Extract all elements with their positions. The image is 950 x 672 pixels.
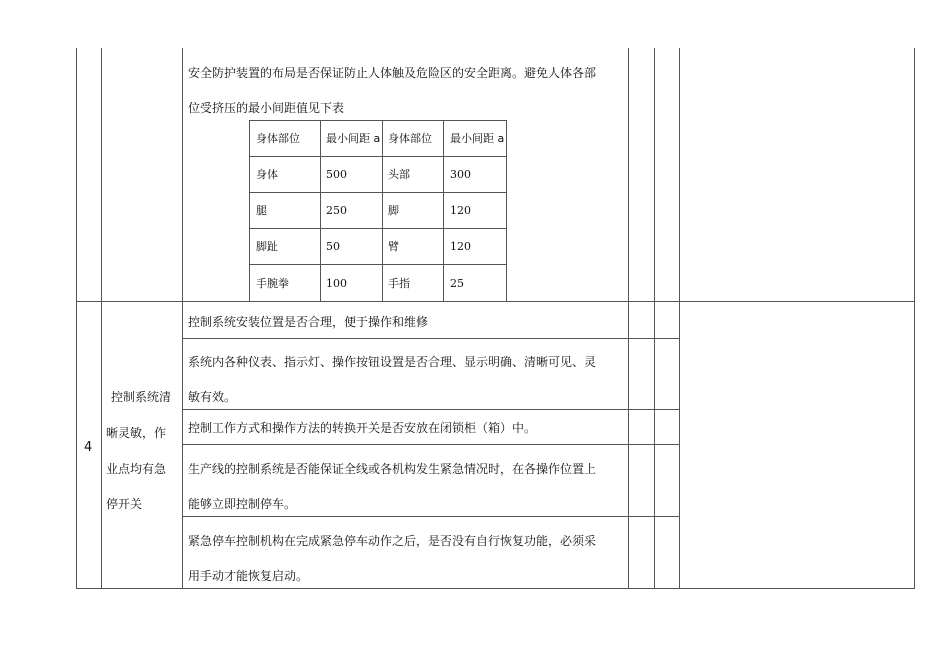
inner-col-line bbox=[382, 120, 383, 302]
inner-header: 身体部位 bbox=[256, 132, 300, 145]
subrow-divider bbox=[182, 516, 680, 517]
inner-cell: 100 bbox=[326, 277, 347, 290]
item-number: 4 bbox=[84, 440, 93, 455]
inner-cell: 脚 bbox=[388, 204, 399, 217]
inner-col-line bbox=[320, 120, 321, 302]
inner-row-line bbox=[249, 156, 507, 157]
inner-cell: 头部 bbox=[388, 168, 410, 181]
check-item: 紧急停车控制机构在完成紧急停车动作之后，是否没有自行恢复功能，必须采 bbox=[188, 534, 597, 548]
table-border-bottom bbox=[76, 588, 915, 589]
inner-cell: 臂 bbox=[388, 240, 399, 253]
item-title-line: 晰灵敏，作 bbox=[106, 426, 167, 440]
inner-row-line bbox=[249, 264, 507, 265]
check-item: 能够立即控制停车。 bbox=[188, 497, 297, 511]
inner-row-line bbox=[249, 120, 507, 121]
inner-cell: 手指 bbox=[388, 277, 410, 290]
subrow-divider bbox=[182, 444, 680, 445]
inner-header: 最小间距 a bbox=[450, 132, 505, 145]
inner-cell: 500 bbox=[326, 168, 347, 181]
item-title-line: 业点均有急 bbox=[106, 462, 167, 476]
col-divider-1 bbox=[101, 48, 102, 588]
check-item: 生产线的控制系统是否能保证全线或各机构发生紧急情况时，在各操作位置上 bbox=[188, 462, 597, 476]
item-title-line: 控制系统清 bbox=[111, 390, 172, 404]
col-divider-3 bbox=[628, 48, 629, 588]
inner-cell: 50 bbox=[326, 240, 340, 253]
subrow-divider bbox=[182, 338, 680, 339]
inner-cell: 脚趾 bbox=[256, 240, 278, 253]
table-border-right bbox=[914, 48, 915, 588]
clause-text: 位受挤压的最小间距值见下表 bbox=[188, 101, 345, 115]
inner-cell: 120 bbox=[450, 204, 471, 217]
inner-col-line bbox=[249, 120, 250, 302]
col-divider-2 bbox=[182, 48, 183, 588]
inner-cell: 300 bbox=[450, 168, 471, 181]
row-divider-section4 bbox=[76, 301, 915, 302]
inner-cell: 腿 bbox=[256, 204, 267, 217]
col-divider-5 bbox=[679, 48, 680, 588]
clause-text: 安全防护装置的布局是否保证防止人体触及危险区的安全距离。避免人体各部 bbox=[188, 66, 597, 80]
inner-row-line bbox=[249, 192, 507, 193]
inner-cell: 25 bbox=[450, 277, 464, 290]
inner-row-line bbox=[249, 228, 507, 229]
table-border-left bbox=[76, 48, 77, 588]
check-item: 用手动才能恢复启动。 bbox=[188, 569, 309, 583]
inner-cell: 手腕拳 bbox=[256, 277, 289, 290]
check-item: 控制系统安装位置是否合理，便于操作和维修 bbox=[188, 315, 429, 329]
subrow-divider bbox=[182, 409, 680, 410]
item-title-line: 停开关 bbox=[106, 497, 143, 511]
check-item: 敏有效。 bbox=[188, 390, 237, 404]
inner-col-line bbox=[443, 120, 444, 302]
inner-cell: 250 bbox=[326, 204, 347, 217]
inner-cell: 120 bbox=[450, 240, 471, 253]
check-item: 系统内各种仪表、指示灯、操作按钮设置是否合理、显示明确、清晰可见、灵 bbox=[188, 355, 597, 369]
inner-header: 身体部位 bbox=[388, 132, 432, 145]
col-divider-4 bbox=[654, 48, 655, 588]
inner-header: 最小间距 a bbox=[326, 132, 381, 145]
check-item: 控制工作方式和操作方法的转换开关是否安放在闭锁柜（箱）中。 bbox=[188, 421, 537, 435]
inner-col-line bbox=[506, 120, 507, 302]
inner-cell: 身体 bbox=[256, 168, 278, 181]
